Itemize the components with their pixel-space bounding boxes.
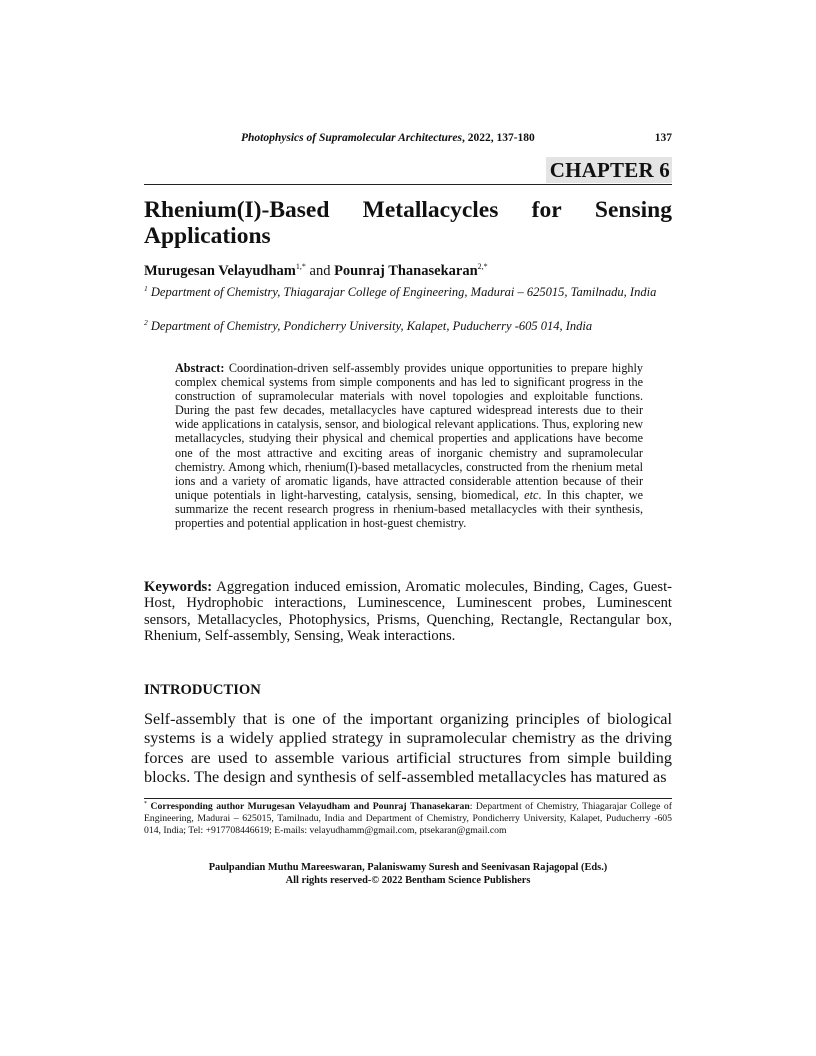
affiliation-marker: 1 <box>144 284 148 293</box>
section-heading-introduction: INTRODUCTION <box>144 682 261 698</box>
title-word: Rhenium(I)-Based <box>144 197 330 223</box>
author-name: Pounraj Thanasekaran <box>334 263 478 279</box>
footnote-text: : Department of Chemistry, Thiagarajar College of Engineering, Madurai – 625015, Tamilnadu, India and Department of Chemistry, Pondicherry University, Kalapet, Puducherry -605 014, India; Tel: +917708446619; E-mails: velayudhamm@gmail.com, ptsekaran@gmail.com <box>144 801 673 836</box>
page-number: 137 <box>654 132 672 144</box>
affiliation-text: Department of Chemistry, Pondicherry University, Kalapet, Puducherry -605 014, India <box>147 319 593 333</box>
authors-joiner: and <box>305 263 335 279</box>
footnote-divider <box>144 798 672 799</box>
author-affiliation-marker: 1,* <box>295 262 306 271</box>
keywords <box>144 579 672 644</box>
title-word: Metallacycles <box>362 197 499 223</box>
author-name: Murugesan Velayudham <box>144 263 296 279</box>
abstract <box>175 361 643 530</box>
chapter-header <box>144 157 672 185</box>
affiliation-text: Department of Chemistry, Thiagarajar College of Engineering, Madurai – 625015, Tamilnadu, India <box>147 285 657 299</box>
journal-title: Photophysics of Supramolecular Architectures <box>241 132 462 144</box>
affiliation-1 <box>144 284 672 301</box>
keywords-text: Aggregation induced emission, Aromatic molecules, Binding, Cages, Guest-Host, Hydrophobic interactions, Luminescence, Luminescent probes, Luminescent sensors, Metallacycles, Photophysics, Prisms, Quenching, Rectangle, Rectangular box, Rhenium, Self-assembly, Sensing, Weak interactions. <box>144 579 672 644</box>
title-word: for <box>531 197 562 223</box>
footnote-marker: * <box>144 801 147 807</box>
chapter-title <box>144 197 672 249</box>
abstract-text: Coordination-driven self-assembly provides unique opportunities to prepare highly complex chemical systems from simple components and has led to significant progress in the construction of supramolecular materials with novel topologies and exploitable functions. During the past few decades, metallacycles have captured widespread interests due to their wide applications in catalysis, sensor, and biological relevant applications. Thus, exploring new metallacycles, studying their physical and chemical properties and applications have become one of the most attractive and exciting areas of inorganic chemistry and supramolecular chemistry. Among which, rhenium(I)-based metallacycles, constructed from the rhenium metal ions and a variety of aromatic ligands, have attracted considerable attention because of their unique potentials in light-harvesting, catalysis, sensing, biomedical, <box>175 361 643 502</box>
journal-citation <box>241 132 535 144</box>
corresponding-author-footnote <box>144 801 672 837</box>
affiliation-2 <box>144 318 672 335</box>
abstract-text-end: . In this chapter, we summarize the recent research progress in rhenium-based metallacycles with their synthesis, properties and potential application in host-guest chemistry. <box>175 487 643 531</box>
editors-line: Paulpandian Muthu Mareeswaran, Palaniswamy Suresh and Seenivasan Rajagopal (Eds.) <box>208 862 608 873</box>
chapter-label: CHAPTER 6 <box>546 157 672 183</box>
copyright-line: All rights reserved-© 2022 Bentham Science Publishers <box>285 874 531 886</box>
chapter-title-line-1 <box>144 197 672 223</box>
chapter-title-line-2: Applications <box>144 223 271 249</box>
author-affiliation-marker: 2,* <box>477 262 488 271</box>
affiliation-marker: 2 <box>144 318 148 327</box>
abstract-etc: etc <box>524 487 539 502</box>
journal-volume-pages: , 2022, 137-180 <box>461 132 535 144</box>
author-list <box>144 262 672 280</box>
publisher-info <box>144 862 672 887</box>
introduction-paragraph: Self-assembly that is one of the important organizing principles of biological systems is a widely applied strategy in supramolecular chemistry as the driving forces are used to assemble various artificial structures from simple building blocks. The design and synthesis of self-assembled metallacycles has matured as <box>144 710 672 786</box>
abstract-label: Abstract: <box>175 361 225 375</box>
footnote-bold-text: Corresponding author Murugesan Velayudham and Pounraj Thanasekaran <box>147 801 470 812</box>
title-word: Sensing <box>594 197 672 223</box>
keywords-label: Keywords: <box>144 579 213 595</box>
running-head <box>144 132 672 148</box>
